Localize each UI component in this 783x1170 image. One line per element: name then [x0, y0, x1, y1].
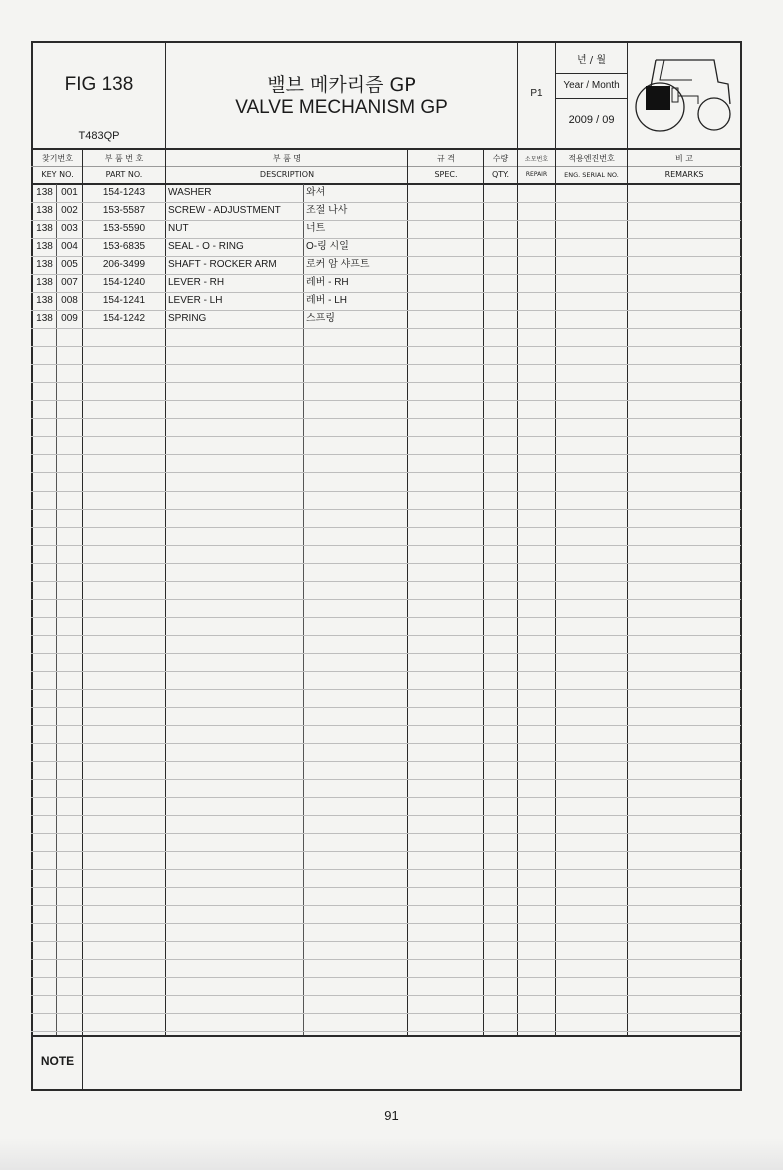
row-rule — [31, 581, 741, 582]
row-rule — [31, 905, 741, 906]
cell-description-ko: 와셔 — [306, 187, 326, 198]
page-number: 91 — [384, 1108, 399, 1123]
colhead-part-en: PART NO. — [105, 170, 143, 179]
colheader-mid-line — [31, 166, 741, 167]
year-month-english: Year / Month — [563, 80, 620, 91]
page-code: P1 — [530, 88, 543, 99]
row-rule — [31, 797, 741, 798]
cell-fig: 138 — [36, 259, 53, 270]
row-rule — [31, 527, 741, 528]
row-rule — [31, 563, 741, 564]
cell-part-no: 154-1241 — [102, 295, 146, 306]
row-rule — [31, 454, 741, 455]
cell-description-en: WASHER — [168, 187, 212, 198]
row-rule — [31, 689, 741, 690]
colhead-remarks-ko: 비 고 — [675, 154, 693, 163]
cell-part-no: 154-1242 — [102, 313, 146, 324]
header-div-4 — [627, 41, 628, 149]
colhead-remarks-en: REMARKS — [664, 170, 704, 179]
date-value: 2009 / 09 — [568, 114, 615, 126]
row-rule — [31, 743, 741, 744]
col-line-spec — [407, 149, 408, 1035]
title-korean: 밸브 메카리즘 GP — [267, 74, 416, 96]
cell-description-en: LEVER - RH — [168, 277, 225, 288]
cell-part-no: 153-6835 — [102, 241, 146, 252]
colhead-qty-ko: 수량 — [492, 154, 509, 163]
cell-description-ko: 로커 암 샤프트 — [306, 259, 370, 270]
colhead-key-ko: 찾기번호 — [42, 154, 73, 163]
row-rule — [31, 472, 741, 473]
cell-fig: 138 — [36, 295, 53, 306]
row-rule — [31, 509, 741, 510]
cell-fig: 138 — [36, 241, 53, 252]
cell-description-ko: 레버 - LH — [306, 295, 347, 306]
cell-key: 005 — [61, 259, 78, 270]
cell-key: 008 — [61, 295, 78, 306]
cell-part-no: 153-5587 — [102, 205, 146, 216]
header-bottom-border — [31, 148, 742, 150]
header-date-hline-1 — [555, 73, 628, 74]
col-line-part — [165, 149, 166, 1035]
row-rule — [31, 995, 741, 996]
col-line-repair — [517, 149, 518, 1035]
frame-bottom — [31, 1089, 742, 1091]
colhead-key-en: KEY NO. — [41, 170, 74, 179]
frame-right — [740, 41, 742, 1091]
cell-key: 009 — [61, 313, 78, 324]
cell-part-no: 206-3499 — [102, 259, 146, 270]
cell-description-ko: 너트 — [306, 223, 326, 234]
colhead-serial-ko: 적용엔진번호 — [568, 154, 615, 163]
row-rule — [31, 436, 741, 437]
row-rule — [31, 545, 741, 546]
note-divider — [82, 1035, 83, 1090]
row-rule — [31, 635, 741, 636]
colhead-repair-ko: 소모번호 — [524, 156, 549, 163]
row-rule — [31, 364, 741, 365]
row-rule — [31, 977, 741, 978]
row-rule — [31, 815, 741, 816]
cell-description-en: LEVER - LH — [168, 295, 223, 306]
cell-description-ko: 조절 나사 — [306, 205, 348, 216]
row-rule — [31, 869, 741, 870]
cell-fig: 138 — [36, 277, 53, 288]
scan-shadow — [0, 1138, 783, 1170]
year-month-korean: 년 / 월 — [576, 55, 607, 66]
colhead-part-ko: 부 품 번 호 — [104, 154, 144, 163]
row-rule — [31, 599, 741, 600]
cell-key: 001 — [61, 187, 78, 198]
row-rule — [31, 418, 741, 419]
row-rule — [31, 941, 741, 942]
colhead-spec-en: SPEC. — [434, 170, 458, 179]
cell-description-en: SHAFT - ROCKER ARM — [168, 259, 277, 270]
row-rule — [31, 779, 741, 780]
cell-part-no: 153-5590 — [102, 223, 146, 234]
row-rule — [31, 346, 741, 347]
cell-part-no: 154-1240 — [102, 277, 146, 288]
colhead-serial-en: ENG. SERIAL NO. — [564, 171, 619, 179]
model-code: T483QP — [78, 130, 120, 142]
row-rule — [31, 851, 741, 852]
row-rule — [31, 707, 741, 708]
cell-fig: 138 — [36, 187, 53, 198]
cell-key: 007 — [61, 277, 78, 288]
row-rule — [31, 833, 741, 834]
col-line-qty — [483, 149, 484, 1035]
col-line-serial — [555, 149, 556, 1035]
colhead-desc-ko: 부 품 명 — [272, 154, 302, 163]
row-rule — [31, 887, 741, 888]
col-line-desc-mid — [303, 184, 304, 1035]
cell-part-no: 154-1243 — [102, 187, 146, 198]
row-rule — [31, 382, 741, 383]
cell-fig: 138 — [36, 223, 53, 234]
cell-key: 003 — [61, 223, 78, 234]
note-top-border — [31, 1035, 742, 1037]
row-rule — [31, 959, 741, 960]
fig-label: FIG 138 — [64, 74, 134, 95]
row-rule — [31, 400, 741, 401]
row-rule — [31, 653, 741, 654]
cell-description-ko: 스프링 — [306, 313, 335, 324]
row-rule — [31, 328, 741, 329]
colhead-desc-en: DESCRIPTION — [259, 170, 315, 179]
cell-fig: 138 — [36, 205, 53, 216]
cell-description-en: SEAL - O - RING — [168, 241, 244, 252]
header-date-hline-2 — [555, 98, 628, 99]
cell-description-en: NUT — [168, 223, 189, 234]
cell-description-ko: O-링 시일 — [306, 241, 349, 252]
row-rule — [31, 617, 741, 618]
cell-key: 004 — [61, 241, 78, 252]
col-line-remarks — [627, 149, 628, 1035]
row-rule — [31, 1013, 741, 1014]
row-rule — [31, 671, 741, 672]
colhead-repair-en: REPAIR — [525, 171, 548, 178]
cell-key: 002 — [61, 205, 78, 216]
cell-fig: 138 — [36, 313, 53, 324]
row-rule — [31, 923, 741, 924]
colhead-spec-ko: 규 격 — [437, 154, 455, 163]
row-rule — [31, 761, 741, 762]
cell-description-en: SPRING — [168, 313, 207, 324]
row-rule — [31, 725, 741, 726]
note-label: NOTE — [40, 1054, 75, 1068]
row-rule — [31, 1031, 741, 1032]
colhead-qty-en: QTY. — [492, 170, 509, 179]
frame-top — [31, 41, 742, 43]
cell-description-en: SCREW - ADJUSTMENT — [168, 205, 281, 216]
title-english: VALVE MECHANISM GP — [235, 97, 448, 118]
tractor-icon — [632, 52, 736, 134]
row-rule — [31, 491, 741, 492]
cell-description-ko: 레버 - RH — [306, 277, 349, 288]
